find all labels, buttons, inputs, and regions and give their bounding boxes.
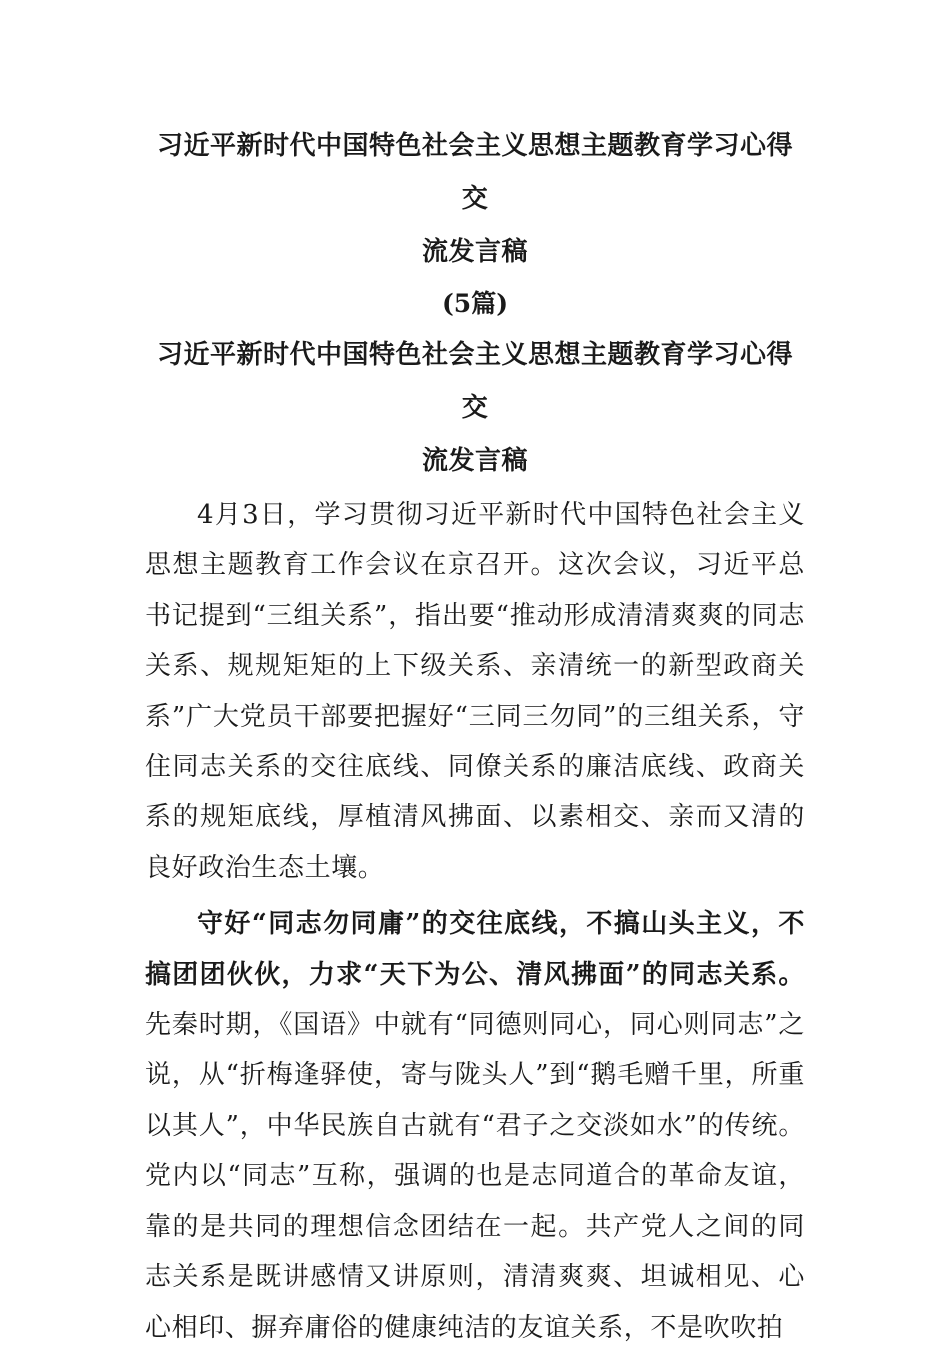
intro-paragraph: 4月3日，学习贯彻习近平新时代中国特色社会主义思想主题教育工作会议在京召开。这次会议，习近平总书记提到“三组关系”，指出要“推动形成清清爽爽的同志关系、规规矩矩的上下级关系、亲清统一的新型政商关系”广大党员干部要把握好“三同三勿同”的三组关系，守住同志关系的交往底线、同僚关系的廉洁底线、政商关系的规矩底线，厚植清风拂面、以素相交、亲而又清的良好政治生态土壤。 <box>145 500 805 883</box>
document-page <box>145 120 805 1353</box>
document-title-line2: 流发言稿 <box>421 237 528 267</box>
article-title-line2: 流发言稿 <box>421 446 528 476</box>
article-title <box>145 329 805 488</box>
document-title-line1: 习近平新时代中国特色社会主义思想主题教育学习心得交 <box>156 131 793 214</box>
document-title <box>145 120 805 279</box>
section-body: 先秦时期，《国语》中就有“同德则同心，同心则同志”之说，从“折梅逢驿使，寄与陇头人”到“鹅毛赠千里，所重以其人”，中华民族自古就有“君子之交淡如水”的传统。党内以“同志”互称，强调的也是志同道合的革命友谊，靠的是共同的理想信念团结在一起。共产党人之间的同志关系是既讲感情又讲原则，清清爽爽、坦诚相见、心心相印、摒弃庸俗的健康纯洁的友谊关系，不是吹吹拍 <box>145 1010 805 1343</box>
article-title-line1: 习近平新时代中国特色社会主义思想主题教育学习心得交 <box>156 340 793 423</box>
section-heading: 守好“同志勿同庸”的交往底线，不搞山头主义，不搞团团伙伙，力求“天下为公、清风拂面”的同志关系。 <box>145 909 805 990</box>
section-paragraph <box>145 899 805 1353</box>
article-count: (5篇) <box>441 289 509 318</box>
